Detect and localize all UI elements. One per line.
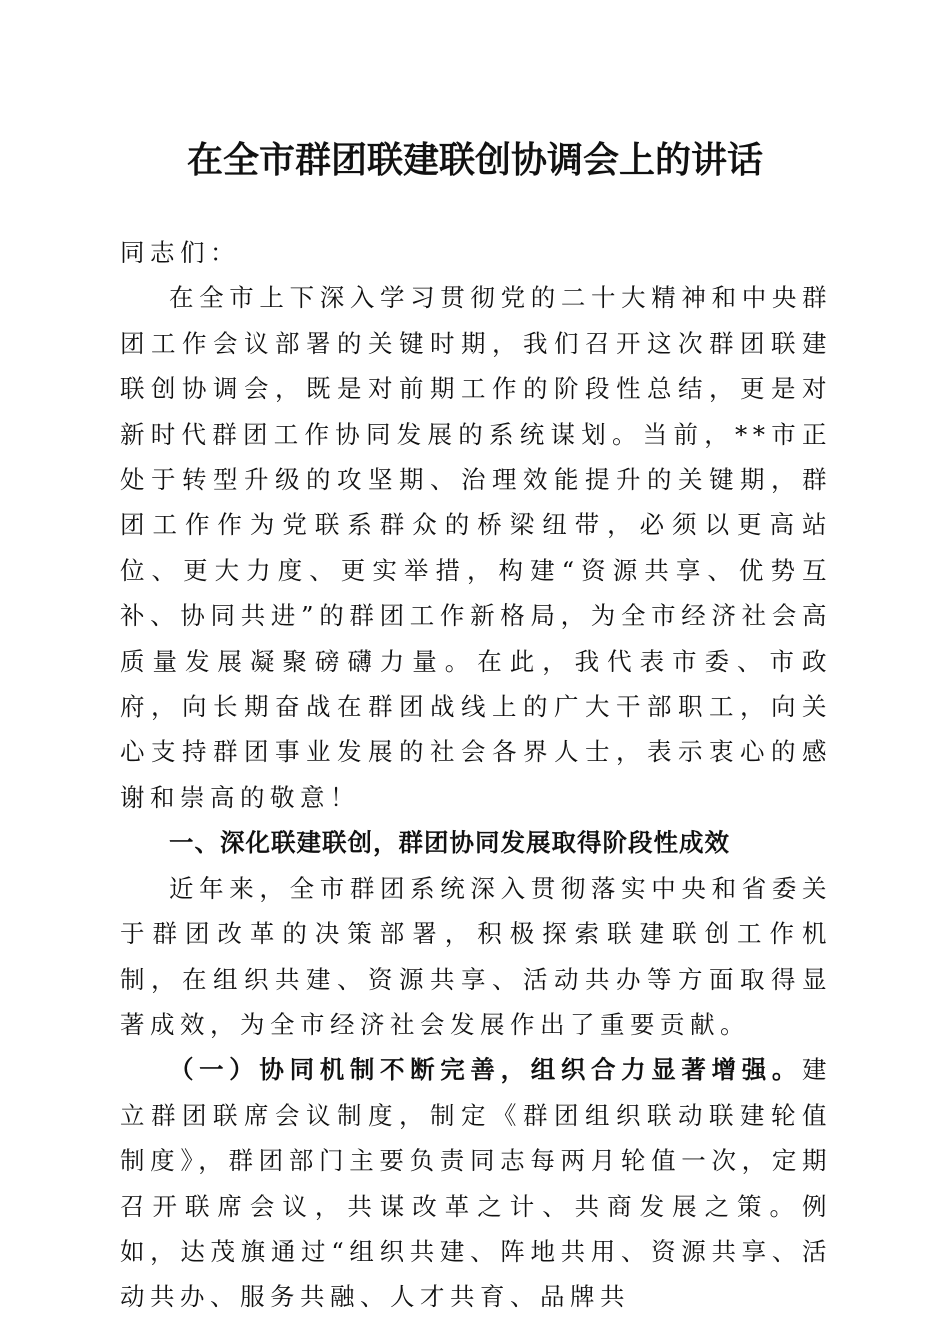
subsection-one-paragraph (120, 1047, 832, 1319)
document-title: 在全市群团联建联创协调会上的讲话 (186, 139, 763, 181)
document-body (120, 230, 832, 1320)
salutation: 同志们： (120, 238, 240, 267)
section-one-heading: 一、深化联建联创，群团协同发展取得阶段性成效 (169, 828, 730, 858)
subsection-one-body: 建立群团联席会议制度，制定《群团组织联动联建轮值制度》，群团部门主要负责同志每两月轮值一次，定期召开联席会议，共谋改革之计、共商发展之策。例如，达茂旗通过“组织共建、阵地共用、资源共享、活动共办、服务共融、人才共育、品牌共 (120, 1055, 832, 1312)
intro-paragraph: 在全市上下深入学习贯彻党的二十大精神和中央群团工作会议部署的关键时期，我们召开这次群团联建联创协调会，既是对前期工作的阶段性总结，更是对新时代群团工作协同发展的系统谋划。当前，**市正处于转型升级的攻坚期、治理效能提升的关键期，群团工作作为党联系群众的桥梁纽带，必须以更高站位、更大力度、更实举措，构建“资源共享、优势互补、协同共进”的群团工作新格局，为全市经济社会高质量发展凝聚磅礴力量。在此，我代表市委、市政府，向长期奋战在群团战线上的广大干部职工，向关心支持群团事业发展的社会各界人士，表示衷心的感谢和崇高的敬意！ (120, 283, 832, 812)
section-one-paragraph: 近年来，全市群团系统深入贯彻落实中央和省委关于群团改革的决策部署，积极探索联建联创工作机制，在组织共建、资源共享、活动共办等方面取得显著成效，为全市经济社会发展作出了重要贡献。 (120, 873, 832, 1039)
subsection-one-heading: （一）协同机制不断完善，组织合力显著增强。 (169, 1055, 802, 1085)
